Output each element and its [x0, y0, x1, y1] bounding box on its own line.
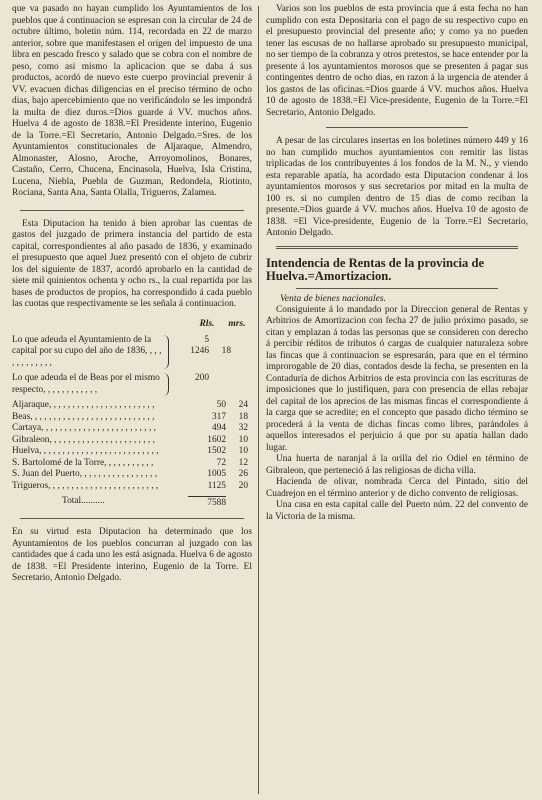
account-row [12, 458, 252, 470]
total-value: 7588 [188, 496, 226, 508]
right-paragraph-1: Varios son los pueblos de esta provincia que á esta fecha no han cumplido con esta Depositaria con el pago de su respectivo cupo en el presupuesto provincial del presente año; y como ya no pueden tener las escusas de no hallarse aprobado su presupuesto municipal, no ser tiempo de la cobranza y otros pretestos, se hace entender por la presente á los ayuntamientos morosos que se presenten á pagar sus contingentes dentro de ocho dias, en razon á la urgencia de atender á los gastos de las oficinas.=Dios guarde á VV. muchos años. Huelva 10 de agosto de 1838.=El Vice-presidente, Eugenio de la Torre.=El Secretario, Antonio Delgado. [266, 4, 528, 118]
account-row [12, 400, 252, 412]
total-label: Total.......... [62, 496, 105, 506]
account-row [12, 423, 252, 435]
divider-rule [20, 210, 244, 211]
account-maravedis: 18 [221, 346, 231, 356]
account-reales: 72 [216, 457, 226, 468]
account-reales: 5 1246 [190, 334, 209, 356]
account-reales: 1005 [207, 469, 226, 479]
right-paragraph-6: Una casa en esta capital calle del Puerto núm. 22 del convento de la Victoria de la misma. [266, 500, 528, 522]
account-reales: 1602 [207, 434, 226, 445]
account-reales: 317 [211, 411, 226, 422]
account-row [12, 373, 252, 396]
account-label: Aljaraque, , , , , , , , , , , , , , , , , , , , , , , [12, 400, 155, 410]
account-reales: 1125 [207, 480, 226, 491]
account-label: S. Juan del Puerto, , , , , , , , , , , , , , , , , [12, 469, 158, 479]
accounts-table-header [12, 319, 252, 329]
account-row [12, 446, 252, 458]
account-maravedis: 10 [238, 446, 248, 456]
brace-mark [162, 335, 169, 370]
account-maravedis [209, 373, 235, 396]
account-reales: 1502 [207, 446, 226, 456]
divider-rule-4 [296, 288, 498, 289]
account-label: S. Bartolomé de la Torre, , , , , , , , , , , [12, 457, 154, 468]
account-row [12, 469, 252, 481]
account-label: Huelva, , , , , , , , , , , , , , , , , , , , , , , , , , [12, 446, 159, 456]
account-row [12, 481, 252, 493]
divider-rule-3 [326, 127, 468, 128]
account-maravedis: 20 [238, 480, 248, 491]
brace-mark [162, 373, 169, 396]
right-paragraph-3: Consiguiente á lo mandado por la Direccion general de Rentas y Arbitrios de Amortizacion con fecha 27 de julio próximo pasado, se citan y emplazan á todas las personas que se consideren con derecho á percibir réditos de tributos ó cargas de cualquier naturaleza sobre las fincas que á continuacion se espresarán, para que en el término improrogable de 20 dias, contados desde la fecha, se presenten en la Contaduría de dichos Arbitrios de esta provincia con las escrituras de imposiciones que lo justifiquen, para con presencia de ellas rebajar del capital de los aprecios de las mismas fincas el correspondiente á la carga que se acredite; en el concepto que pasado dicho término se procederá á la venta de dichas fincas como libres, parándoles á aquellos interesados el perjuicio á que por su apatía hallan dado lugar. [266, 304, 528, 453]
left-paragraph-3: En su virtud esta Diputacion ha determinado que los Ayuntamientos de los pueblos concurran al juzgado con las cantidades que á cada uno les está asignada. Huelva 6 de agosto de 1838. =El Presidente interino, Eugenio de la Torre. El Secretario, Antonio Delgado. [12, 527, 252, 583]
column-divider [258, 6, 259, 794]
account-reales: 50 [216, 400, 226, 410]
right-paragraph-4: Una huerta de naranjal á la orilla del rio Odiel en término de Gibraleon, que perteneció á las religiosas de dicha villa. [266, 454, 528, 476]
account-maravedis: 12 [238, 457, 248, 468]
right-paragraph-2: A pesar de las circulares insertas en los boletines número 449 y 16 no han cumplido muchos ayuntamientos con remitir las listas triplicadas de los contribuyentes á los fondos de la M. N., y viendo esta reparable apatía, ha acordado esta Diputacion condenar á los ayuntamientos morosos y sus secretarios por mitad en la multa de 100 rs. si no cumplen dentro de 15 dias de como reciban la presente.=Dios guarde á VV. muchos años. Huelva 10 de agosto de 1838. =El Vice-presidente, Eugenio de la Torre.=El Secretario, Antonio Delgado. [266, 136, 528, 238]
account-label: Lo que adeuda el Ayuntamiento de la capital por su cupo del año de 1836, , , , , , , , , , , , , [12, 334, 162, 368]
divider-rule-2 [20, 518, 244, 519]
account-maravedis: 10 [238, 434, 248, 445]
accounts-table [12, 335, 252, 493]
left-column [12, 4, 252, 585]
account-maravedis: 32 [238, 423, 248, 433]
left-paragraph-1: que va pasado no hayan cumplido los Ayuntamientos de los pueblos que á continuacion se espresan con la circular de 24 de octubre último, boletin núm. 114, recordada en 22 de marzo anterior, sobre que manifestasen el orígen del impuesto de una libra en pescado fresco y salado que se cobra con el nombre de peso, como asi mismo la aplicacion que se daba á sus productos, acordó de nuevo este cuerpo provincial prevenir á VV. evacuen dichas diligencias en el preciso término de ocho dias, bajo apercebimiento que no verificándolo se les impondrá la multa de diez duros.=Dios guarde á VV. muchos años. Huelva 4 de agosto de 1838.=El Presidente interino, Eugenio de la Torre.=El Secretario, Antonio Delgado.=Sres. de los Ayuntamientos constitucionales de Aljaraque, Almendro, Almonaster, Alosno, Aroche, Arroyomolinos, Bonares, Castaño, Cerro, Chucena, Encinasola, Huelva, Isla Cristina, Lucena, Niebla, Puebla de Guzman, Redondela, Riotinto, Rociana, Santa Ana, Santa Olalla, Trigueros, Zalamea. [12, 4, 252, 198]
account-label: Gibraleon, , , , , , , , , , , , , , , , , , , , , , , [12, 434, 155, 445]
section-title: Intendencia de Rentas de la provincia de Huelva.=Amortizacion. [266, 255, 485, 283]
account-maravedis: 26 [238, 469, 248, 479]
col-reales: Rls. [199, 318, 215, 329]
left-paragraph-2: Esta Diputacion ha tenido á bien aprobar las cuentas de gastos del juzgado de primera instancia del partido de esta capital, correspondientes al año pasado de 1836, y examinado el presupuesto que aquel Juez presentó con el objeto de cubrir los del siguiente de 1837, acordó aprobarlo en la cantidad de siete mil quinientos ochenta y ocho rs., la cual repartida por las bases de productos de propios, ha correspondido á cada pueblo las cuotas que respectivamente se les señala á continuacion. [12, 218, 252, 309]
account-row [12, 335, 252, 370]
account-label: Beas, , , , , , , , , , , , , , , , , , , , , , , , , , , [12, 411, 155, 422]
right-paragraph-5: Hacienda de olivar, nombrada Cerca del Pintado, sitio del Cuadrejon en el término anterior y de dicho convento de religiosas. [266, 477, 528, 499]
account-label: Cartaya, , , , , , , , , , , , , , , , , , , , , , , , , [12, 423, 156, 433]
account-label: Lo que adeuda el de Beas por el mismo respecto, , , , , , , , , , , , [12, 373, 160, 395]
account-maravedis: 18 [238, 411, 248, 422]
section-rule [276, 246, 518, 249]
right-column [266, 4, 528, 523]
sub-title: Venta de bienes nacionales. [280, 292, 387, 304]
col-maravedis: mrs. [228, 318, 246, 329]
account-row [12, 435, 252, 447]
account-reales: 200 [194, 373, 209, 383]
account-label: Trigueros, , , , , , , , , , , , , , , , , , , , , , , , [12, 480, 159, 491]
account-row [12, 412, 252, 424]
account-maravedis: 24 [238, 400, 248, 410]
accounts-total-row [12, 496, 252, 508]
account-reales: 494 [211, 423, 226, 433]
